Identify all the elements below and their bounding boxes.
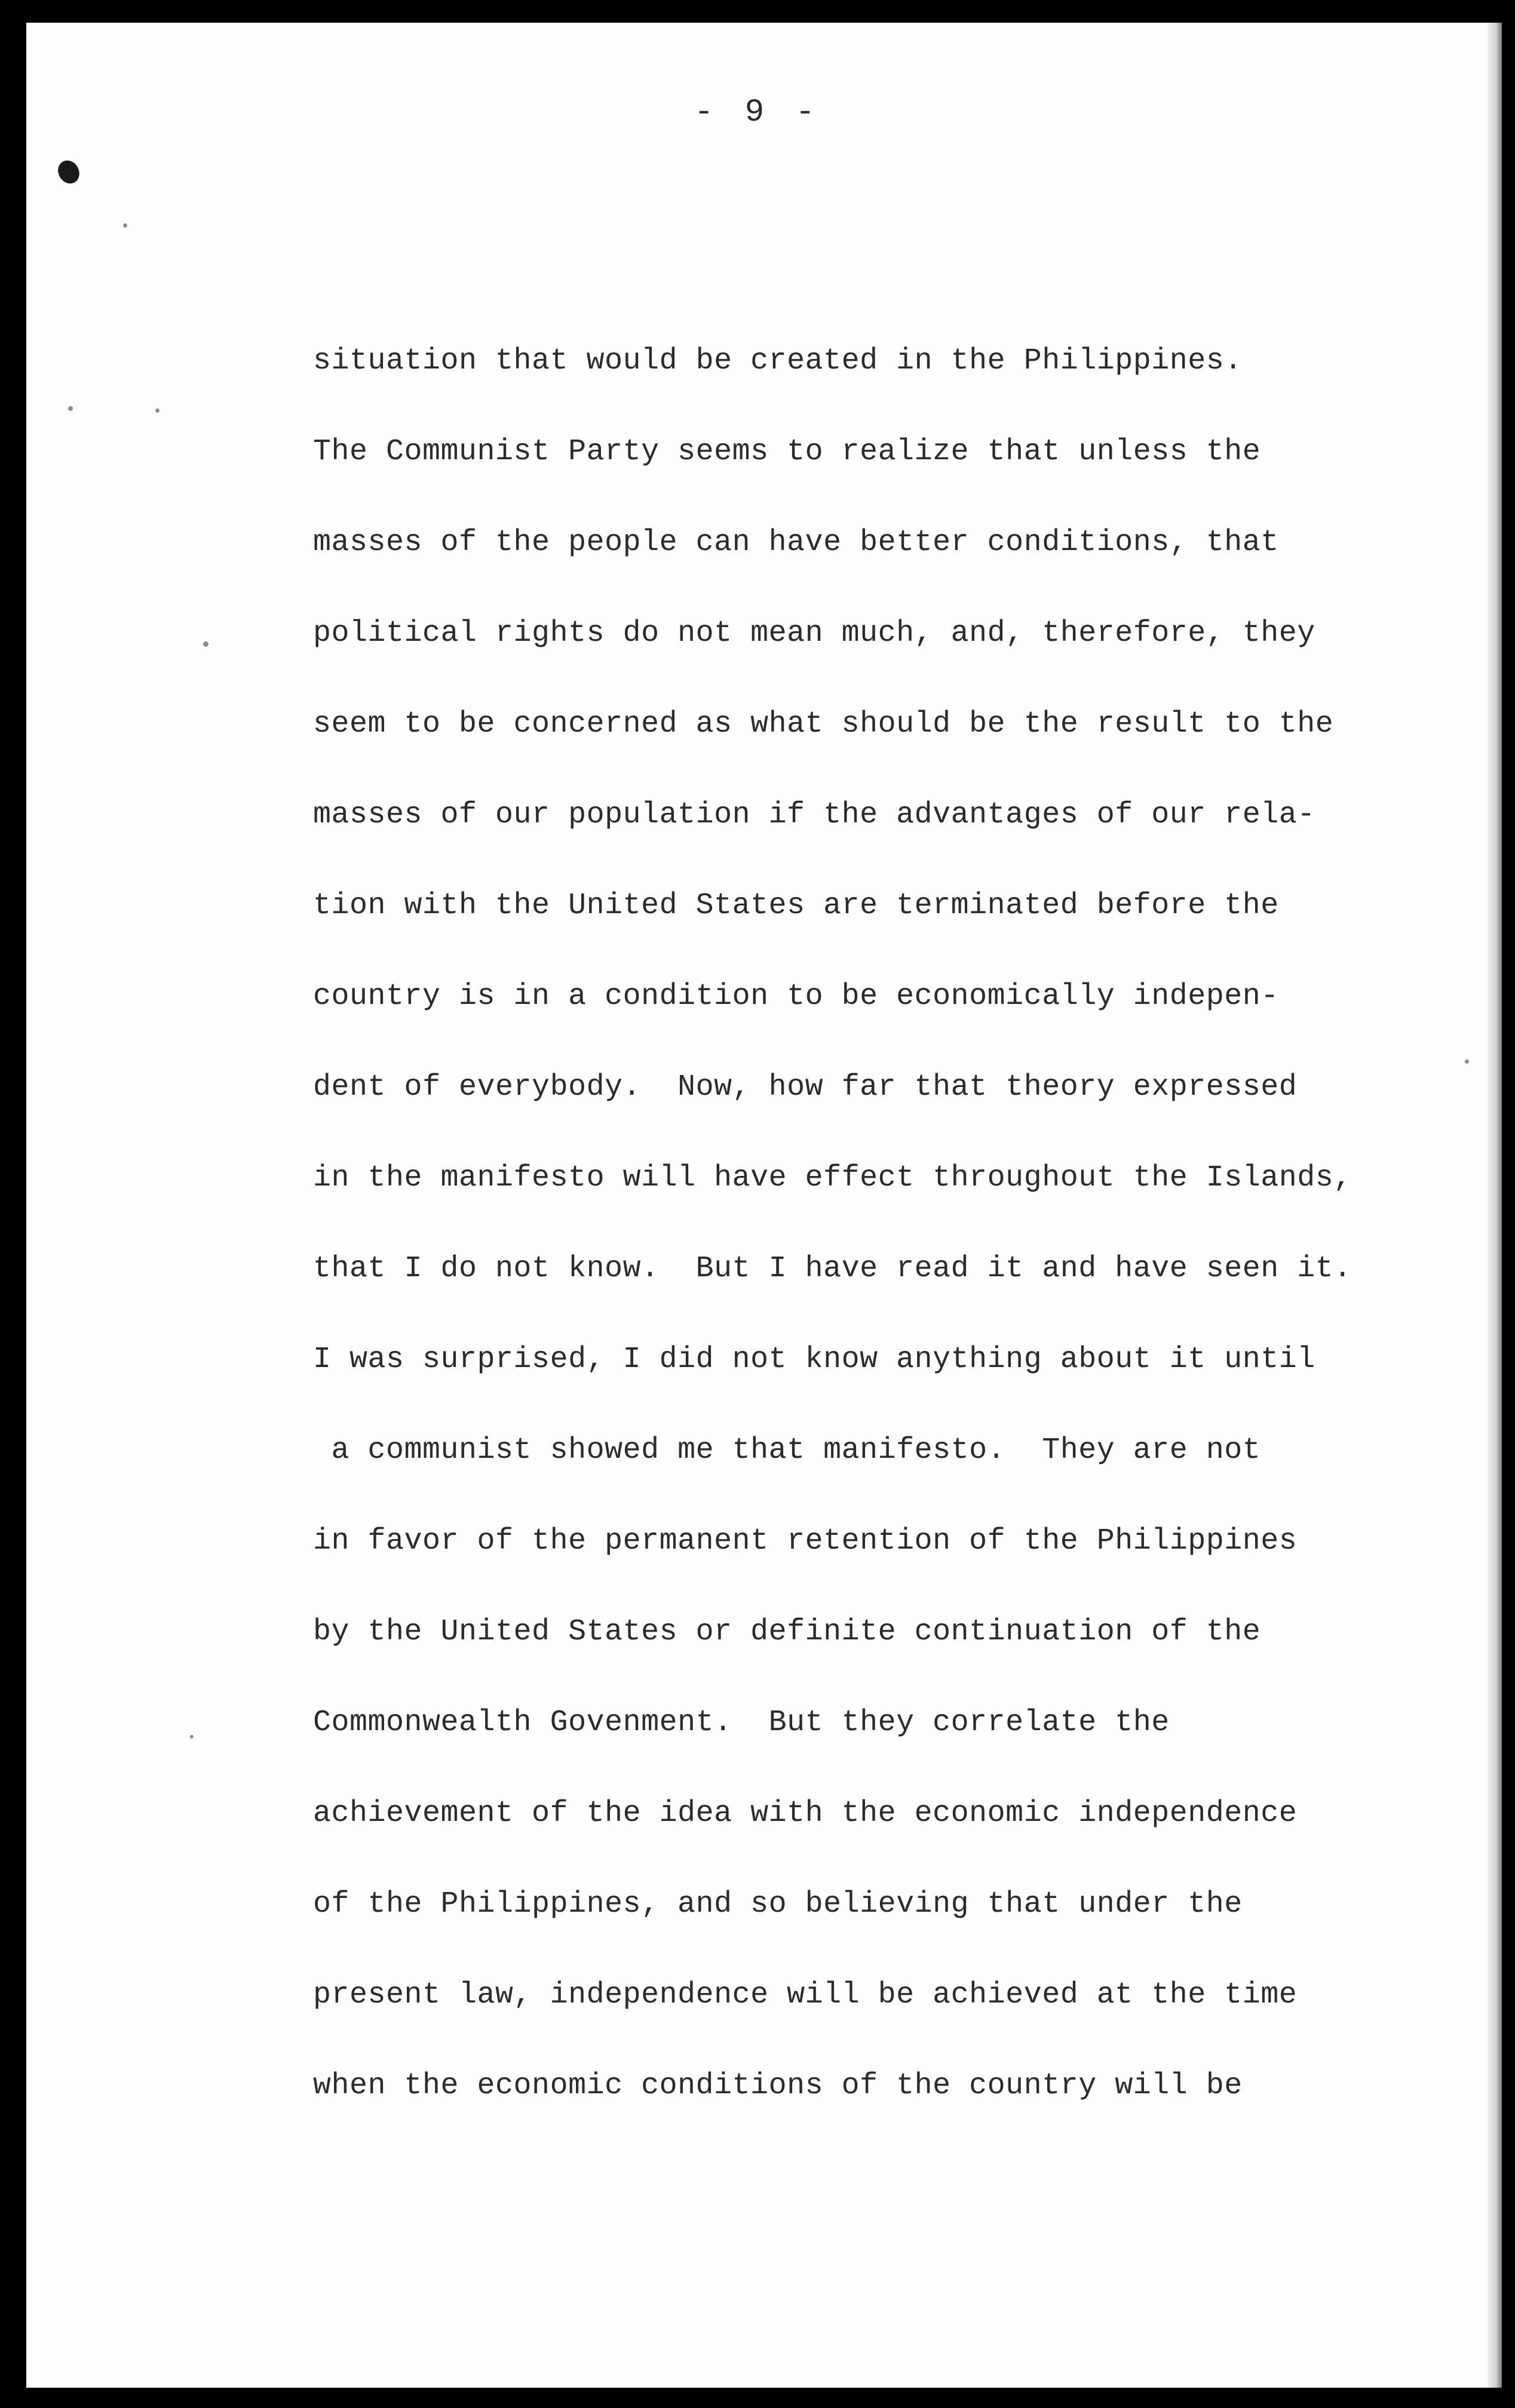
text-line: that I do not know. But I have read it and have seen it. (313, 1252, 1352, 1286)
text-line: by the United States or definite continuation of the (313, 1615, 1261, 1649)
dust-speck (123, 223, 127, 228)
text-line: when the economic conditions of the country will be (313, 2069, 1243, 2103)
dust-speck (68, 406, 73, 411)
text-line: present law, independence will be achieved at the time (313, 1978, 1298, 2012)
text-line: a communist showed me that manifesto. They are not (313, 1433, 1261, 1467)
dust-speck (155, 408, 160, 413)
text-line: country is in a condition to be economically indepen- (313, 979, 1279, 1013)
text-line: masses of our population if the advantages of our rela- (313, 798, 1315, 832)
text-line: of the Philippines, and so believing that under the (313, 1887, 1243, 1921)
dust-speck (190, 1735, 194, 1739)
text-line: I was surprised, I did not know anything about it until (313, 1343, 1315, 1377)
text-line: dent of everybody. Now, how far that theory expressed (313, 1070, 1298, 1104)
text-line: Commonwealth Govenment. But they correlate the (313, 1706, 1170, 1740)
text-line: in the manifesto will have effect throughout the Islands, (313, 1161, 1352, 1195)
dust-speck (203, 641, 208, 647)
page-edge-shadow (1488, 23, 1502, 2388)
text-line: The Communist Party seems to realize that unless the (313, 435, 1261, 469)
text-line: achievement of the idea with the economic independence (313, 1796, 1298, 1830)
text-line: in favor of the permanent retention of the Philippines (313, 1524, 1298, 1558)
page-number: - 9 - (694, 94, 821, 131)
text-line: situation that would be created in the Philippines. (313, 344, 1243, 378)
text-line: political rights do not mean much, and, therefore, they (313, 616, 1315, 650)
dust-speck (1465, 1059, 1469, 1064)
text-line: tion with the United States are terminated before the (313, 889, 1279, 923)
text-line: seem to be concerned as what should be the result to the (313, 707, 1334, 741)
transcript-body (313, 334, 1388, 2150)
text-line: masses of the people can have better conditions, that (313, 526, 1279, 560)
